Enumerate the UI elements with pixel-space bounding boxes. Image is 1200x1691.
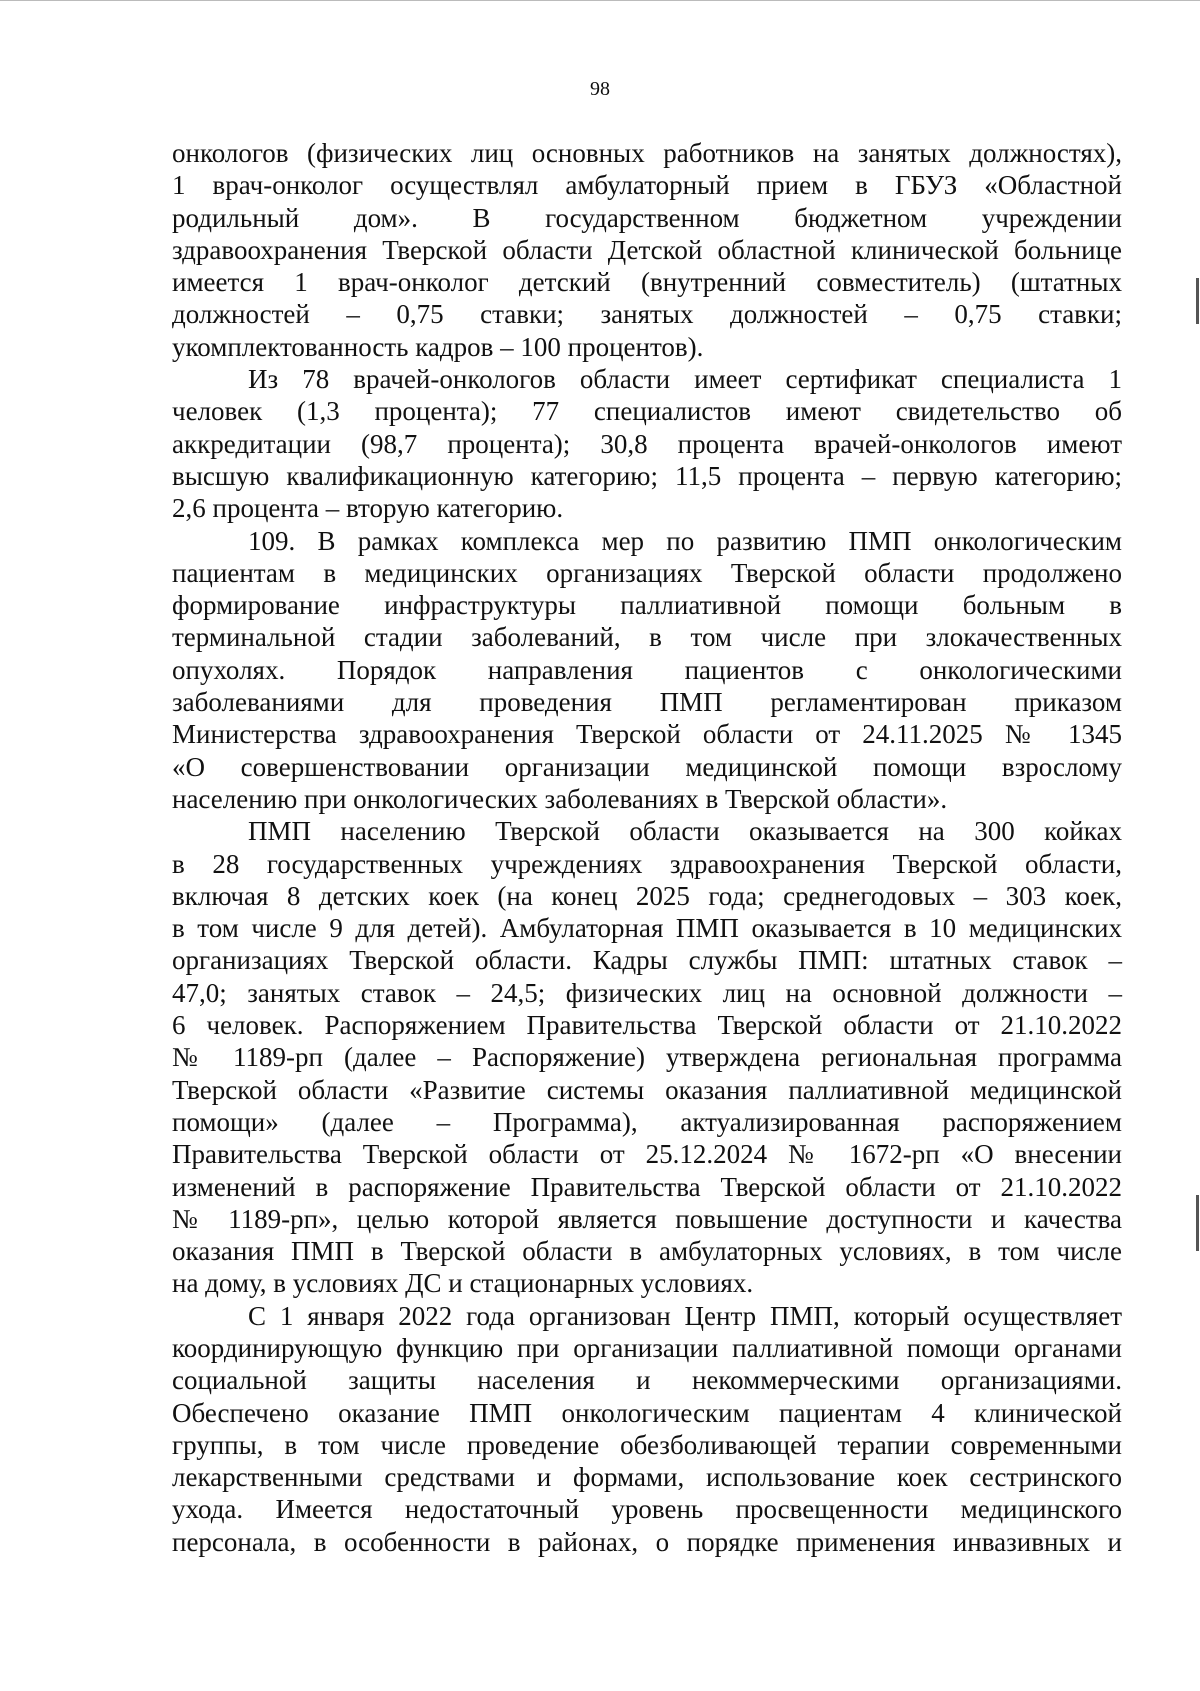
- text-line: Тверской области «Развитие системы оказания паллиативной медицинской: [172, 1074, 1122, 1105]
- page-number: 98: [590, 78, 610, 100]
- document-body: [172, 137, 1122, 1558]
- text-line: ухода. Имеется недостаточный уровень просвещенности медицинского: [172, 1494, 1122, 1525]
- text-line: в 28 государственных учреждениях здравоохранения Тверской области,: [172, 848, 1122, 879]
- text-line: Обеспечено оказание ПМП онкологическим пациентам 4 клинической: [172, 1397, 1122, 1428]
- text-line: 47,0; занятых ставок – 24,5; физических лиц на основной должности –: [172, 977, 1122, 1008]
- text-line: высшую квалификационную категорию; 11,5 процента – первую категорию;: [172, 460, 1122, 491]
- text-line: С 1 января 2022 года организован Центр ПМП, который осуществляет: [248, 1300, 1122, 1331]
- text-line: должностей – 0,75 ставки; занятых должностей – 0,75 ставки;: [172, 299, 1122, 330]
- text-line: группы, в том числе проведение обезболивающей терапии современными: [172, 1429, 1122, 1460]
- text-line: 2,6 процента – вторую категорию.: [172, 493, 564, 524]
- text-line: Министерства здравоохранения Тверской области от 24.11.2025 № 1345: [172, 719, 1122, 750]
- text-line: 109. В рамках комплекса мер по развитию ПМП онкологическим: [248, 525, 1122, 556]
- text-line: человек (1,3 процента); 77 специалистов имеют свидетельство об: [172, 396, 1122, 427]
- text-line: 1 врач-онколог осуществлял амбулаторный прием в ГБУЗ «Областной: [172, 170, 1122, 201]
- text-line: включая 8 детских коек (на конец 2025 года; среднегодовых – 303 коек,: [172, 880, 1122, 911]
- text-line: пациентам в медицинских организациях Тверской области продолжено: [172, 557, 1122, 588]
- text-line: родильный дом». В государственном бюджетном учреждении: [172, 202, 1122, 233]
- text-line: помощи» (далее – Программа), актуализированная распоряжением: [172, 1106, 1122, 1137]
- text-line: терминальной стадии заболеваний, в том числе при злокачественных: [172, 622, 1122, 653]
- text-line: имеется 1 врач-онколог детский (внутренний совместитель) (штатных: [172, 267, 1122, 298]
- text-line: изменений в распоряжение Правительства Тверской области от 21.10.2022: [172, 1171, 1122, 1202]
- text-line: онкологов (физических лиц основных работников на занятых должностях),: [172, 138, 1122, 168]
- text-line: № 1189-рп (далее – Распоряжение) утверждена региональная программа: [172, 1042, 1122, 1073]
- text-line: аккредитации (98,7 процента); 30,8 процента врачей-онкологов имеют: [172, 428, 1122, 459]
- scan-edge-mark: [1196, 278, 1199, 324]
- scan-border: [0, 0, 1200, 1]
- text-line: персонала, в особенности в районах, о порядке применения инвазивных и: [172, 1526, 1122, 1557]
- text-line: оказания ПМП в Тверской области в амбулаторных условиях, в том числе: [172, 1236, 1122, 1267]
- text-line: формирование инфраструктуры паллиативной помощи больным в: [172, 590, 1122, 621]
- text-line: ПМП населению Тверской области оказывается на 300 койках: [248, 816, 1122, 847]
- text-line: лекарственными средствами и формами, использование коек сестринского: [172, 1462, 1122, 1493]
- text-line: № 1189-рп», целью которой является повышение доступности и качества: [172, 1203, 1122, 1234]
- text-line: 6 человек. Распоряжением Правительства Тверской области от 21.10.2022: [172, 1010, 1122, 1041]
- text-line: координирующую функцию при организации паллиативной помощи органами: [172, 1332, 1122, 1363]
- scan-edge-mark: [1196, 1195, 1199, 1251]
- text-line: организациях Тверской области. Кадры службы ПМП: штатных ставок –: [172, 945, 1122, 976]
- text-line: на дому, в условиях ДС и стационарных условиях.: [172, 1268, 754, 1299]
- text-line: опухолях. Порядок направления пациентов с онкологическими: [172, 654, 1122, 685]
- text-line: «О совершенствовании организации медицинской помощи взрослому: [172, 751, 1122, 782]
- text-line: в том числе 9 для детей). Амбулаторная ПМП оказывается в 10 медицинских: [172, 913, 1122, 944]
- text-line: заболеваниями для проведения ПМП регламентирован приказом: [172, 687, 1122, 718]
- text-line: Из 78 врачей-онкологов области имеет сертификат специалиста 1: [248, 364, 1122, 395]
- text-line: здравоохранения Тверской области Детской областной клинической больнице: [172, 234, 1122, 265]
- text-line: Правительства Тверской области от 25.12.2024 № 1672-рп «О внесении: [172, 1139, 1122, 1170]
- text-line: населению при онкологических заболеваниях в Тверской области».: [172, 783, 948, 814]
- text-line: укомплектованность кадров – 100 процентов).: [172, 331, 704, 362]
- text-line: социальной защиты населения и некоммерческими организациями.: [172, 1365, 1122, 1396]
